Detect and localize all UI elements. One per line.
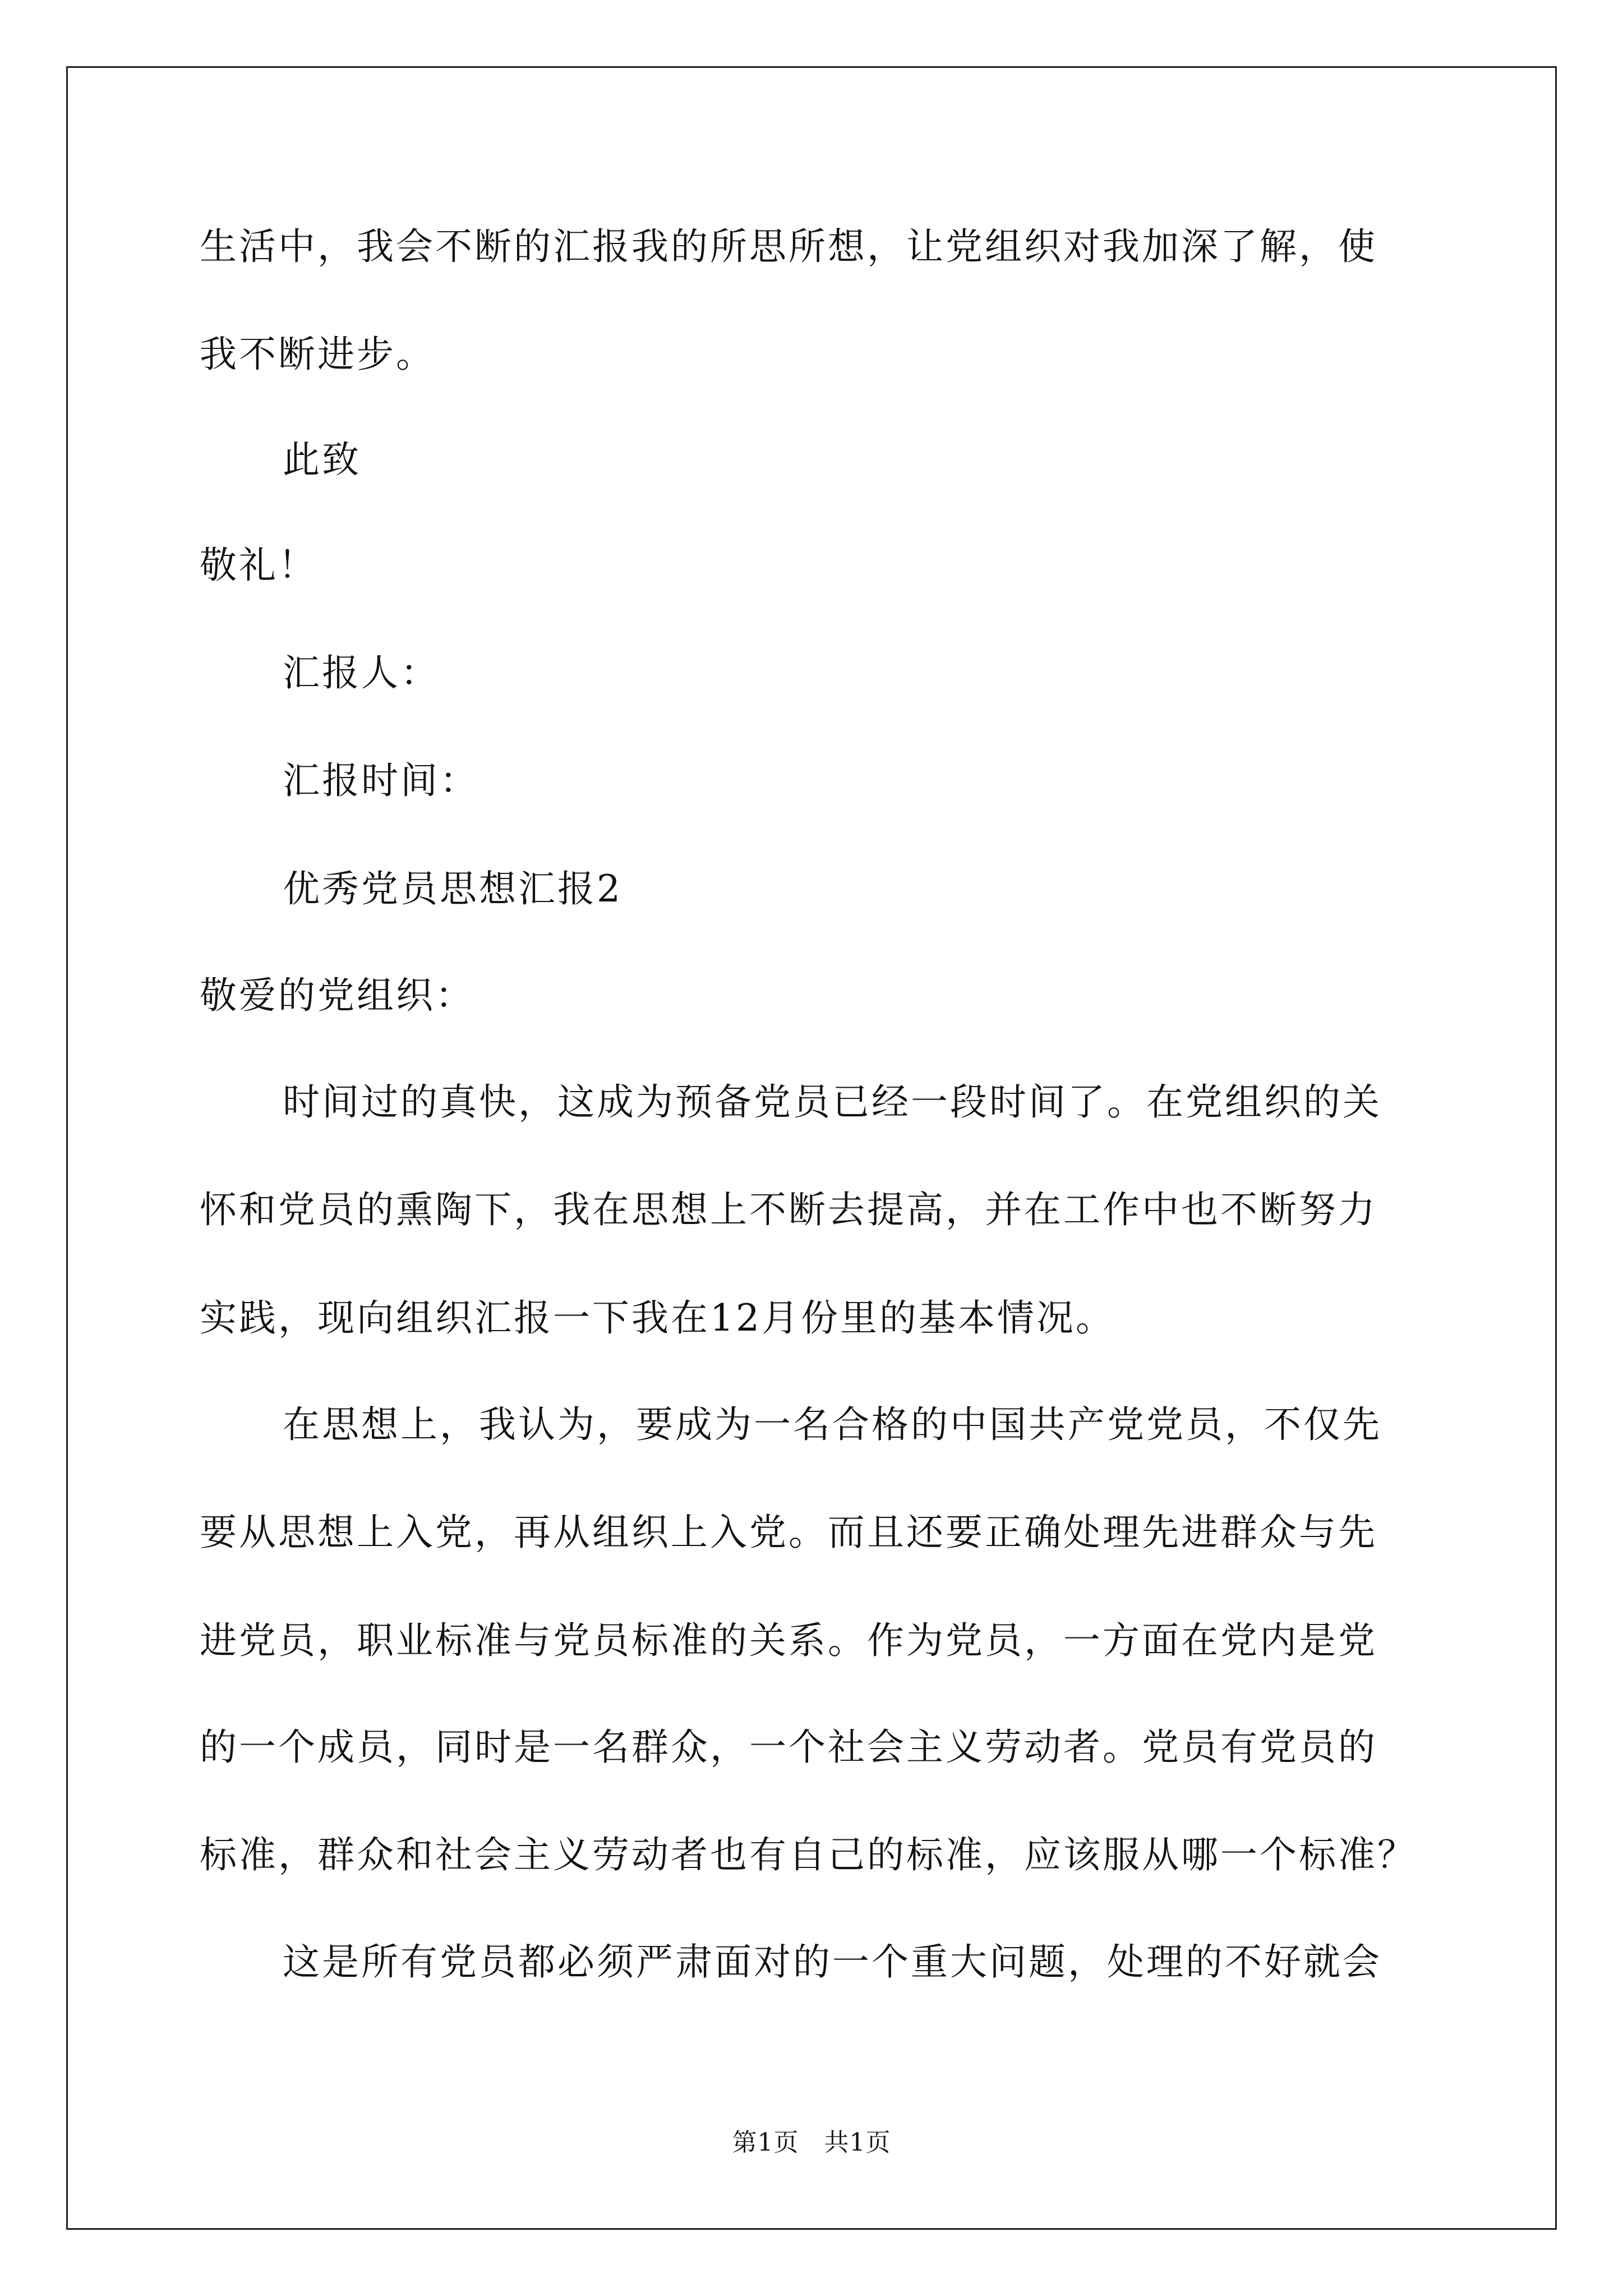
section-title: 优秀党员思想汇报2 [283,867,623,910]
closing-line: 此致 [283,438,361,481]
reporter-label: 汇报人： [283,651,440,694]
body-line: 的一个成员，同时是一名群众，一个社会主义劳动者。党员有党员的 [200,1726,1377,1769]
page-footer: 第1页 共1页 [732,2128,891,2157]
body-line: 进党员，职业标准与党员标准的关系。作为党员，一方面在党内是党 [200,1619,1377,1662]
salutation: 敬爱的党组织： [200,974,474,1017]
body-line: 标准，群众和社会主义劳动者也有自己的标准，应该服从哪一个标准？ [200,1833,1417,1876]
body-line: 这是所有党员都必须严肃面对的一个重大问题，处理的不好就会 [283,1940,1382,1984]
body-line: 我不断进步。 [200,333,435,376]
body-line: 实践，现向组织汇报一下我在12月份里的基本情况。 [200,1296,1115,1340]
body-line: 生活中，我会不断的汇报我的所思所想，让党组织对我加深了解，使 [200,225,1377,268]
salutation-closing: 敬礼！ [200,544,317,587]
body-line: 在思想上，我认为，要成为一名合格的中国共产党党员，不仅先 [283,1403,1382,1446]
page-border [66,66,1557,2230]
body-line: 怀和党员的熏陶下，我在思想上不断去提高，并在工作中也不断努力 [200,1188,1377,1231]
body-line: 时间过的真快，这成为预备党员已经一段时间了。在党组织的关 [283,1080,1382,1124]
report-time-label: 汇报时间： [283,759,479,802]
body-line: 要从思想上入党，再从组织上入党。而且还要正确处理先进群众与先 [200,1511,1377,1554]
